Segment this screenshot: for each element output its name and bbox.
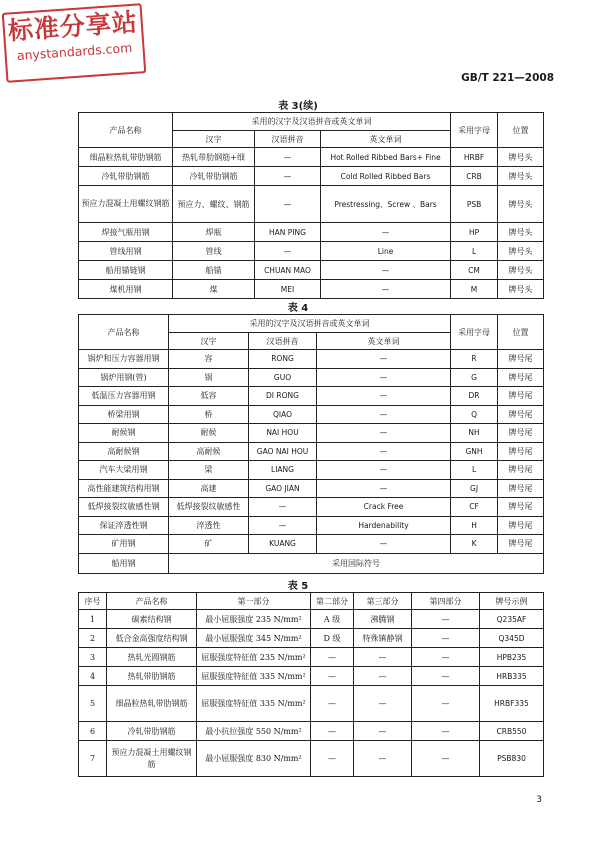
cell-position: 牌号尾 bbox=[498, 405, 544, 424]
cell-english: — bbox=[317, 387, 451, 406]
cell-pinyin: QIAO bbox=[249, 405, 317, 424]
cell-hanzi: 淬透性 bbox=[169, 516, 249, 535]
cell-letter: M bbox=[451, 280, 498, 299]
table-row bbox=[79, 387, 544, 406]
cell-part4: — bbox=[412, 629, 480, 648]
cell-english: Hardenability bbox=[317, 516, 451, 535]
cell-letter: HRBF bbox=[451, 148, 498, 167]
cell-pinyin: — bbox=[255, 242, 321, 261]
cell-pinyin: — bbox=[255, 186, 321, 223]
cell-pinyin: HAN PING bbox=[255, 223, 321, 242]
cell-pinyin: — bbox=[249, 498, 317, 517]
cell-part4: — bbox=[412, 741, 480, 777]
cell-hanzi: 耐候 bbox=[169, 424, 249, 443]
cell-product: 煤机用钢 bbox=[79, 280, 173, 299]
cell-example: HPB235 bbox=[480, 648, 544, 667]
table-row bbox=[79, 479, 544, 498]
cell-part1: 最小抗拉强度 550 N/mm² bbox=[197, 722, 311, 741]
cell-pinyin: — bbox=[255, 148, 321, 167]
table5-header-part2: 第二部分 bbox=[311, 593, 354, 610]
cell-part2: A 级 bbox=[311, 610, 354, 629]
cell-position: 牌号尾 bbox=[498, 479, 544, 498]
cell-part3: — bbox=[354, 741, 412, 777]
cell-position: 牌号头 bbox=[498, 280, 544, 299]
cell-hanzi: 低容 bbox=[169, 387, 249, 406]
cell-english: — bbox=[317, 368, 451, 387]
cell-position: 牌号头 bbox=[498, 148, 544, 167]
cell-example: Q235AF bbox=[480, 610, 544, 629]
cell-english: — bbox=[317, 535, 451, 554]
cell-pinyin: NAI HOU bbox=[249, 424, 317, 443]
cell-pinyin: — bbox=[255, 167, 321, 186]
cell-english: Crack Free bbox=[317, 498, 451, 517]
cell-pinyin: CHUAN MAO bbox=[255, 261, 321, 280]
cell-product: 矿用钢 bbox=[79, 535, 169, 554]
cell-product: 船用锚链钢 bbox=[79, 261, 173, 280]
cell-part2: — bbox=[311, 667, 354, 686]
cell-position: 牌号头 bbox=[498, 242, 544, 261]
table5-header-product: 产品名称 bbox=[107, 593, 197, 610]
table-row bbox=[79, 535, 544, 554]
table4-header-group: 采用的汉字及汉语拼音或英文单词 bbox=[169, 315, 451, 333]
cell-letter: HP bbox=[451, 223, 498, 242]
table4-header-product: 产品名称 bbox=[79, 315, 169, 350]
cell-pinyin: DI RONG bbox=[249, 387, 317, 406]
cell-product: 细晶粒热轧带肋钢筋 bbox=[79, 148, 173, 167]
cell-product: 锅炉和压力容器用钢 bbox=[79, 350, 169, 369]
cell-part3: — bbox=[354, 686, 412, 722]
cell-position: 牌号尾 bbox=[498, 368, 544, 387]
cell-position: 牌号头 bbox=[498, 186, 544, 223]
cell-product: 低合金高强度结构钢 bbox=[107, 629, 197, 648]
cell-part1: 最小屈服强度 345 N/mm² bbox=[197, 629, 311, 648]
table-row bbox=[79, 223, 544, 242]
cell-example: CRB550 bbox=[480, 722, 544, 741]
cell-english: — bbox=[317, 350, 451, 369]
page-number: 3 bbox=[536, 795, 542, 805]
cell-product: 预应力混凝土用螺纹钢筋 bbox=[79, 186, 173, 223]
cell-pinyin: LIANG bbox=[249, 461, 317, 480]
table5-header-part3: 第三部分 bbox=[354, 593, 412, 610]
cell-part1: 屈服强度特征值 335 N/mm² bbox=[197, 686, 311, 722]
cell-hanzi: 预应力、螺纹、钢筋 bbox=[173, 186, 255, 223]
cell-no: 7 bbox=[79, 741, 107, 777]
cell-product: 低焊接裂纹敏感性钢 bbox=[79, 498, 169, 517]
table3-caption: 表 3(续) bbox=[278, 101, 318, 112]
cell-hanzi: 管线 bbox=[173, 242, 255, 261]
cell-pinyin: KUANG bbox=[249, 535, 317, 554]
cell-english: Cold Rolled Ribbed Bars bbox=[321, 167, 451, 186]
cell-hanzi: 矿 bbox=[169, 535, 249, 554]
cell-letter: CRB bbox=[451, 167, 498, 186]
watermark-cn: 标准分享站 bbox=[6, 7, 139, 46]
cell-product: 高耐候钢 bbox=[79, 442, 169, 461]
table4-last-product: 船用钢 bbox=[79, 553, 169, 573]
cell-part2: D 级 bbox=[311, 629, 354, 648]
table-row bbox=[79, 648, 544, 667]
table-row bbox=[79, 167, 544, 186]
cell-no: 3 bbox=[79, 648, 107, 667]
cell-part2: — bbox=[311, 686, 354, 722]
cell-position: 牌号尾 bbox=[498, 516, 544, 535]
table4-header-english: 英文单词 bbox=[317, 333, 451, 350]
cell-letter: CF bbox=[451, 498, 498, 517]
table4-caption: 表 4 bbox=[287, 303, 309, 314]
cell-product: 高性能建筑结构用钢 bbox=[79, 479, 169, 498]
table5-header-part1: 第一部分 bbox=[197, 593, 311, 610]
cell-english: — bbox=[321, 223, 451, 242]
table-row bbox=[79, 442, 544, 461]
cell-example: HRBF335 bbox=[480, 686, 544, 722]
table3-header-group: 采用的汉字及汉语拼音或英文单词 bbox=[173, 113, 451, 131]
cell-letter: K bbox=[451, 535, 498, 554]
cell-part1: 最小屈服强度 235 N/mm² bbox=[197, 610, 311, 629]
cell-hanzi: 锅 bbox=[169, 368, 249, 387]
cell-english: — bbox=[317, 424, 451, 443]
cell-position: 牌号尾 bbox=[498, 387, 544, 406]
cell-english: — bbox=[321, 280, 451, 299]
cell-product: 碳素结构钢 bbox=[107, 610, 197, 629]
cell-product: 低温压力容器用钢 bbox=[79, 387, 169, 406]
cell-english: — bbox=[317, 479, 451, 498]
cell-english: — bbox=[317, 442, 451, 461]
cell-part3: — bbox=[354, 648, 412, 667]
cell-part2: — bbox=[311, 741, 354, 777]
cell-product: 耐候钢 bbox=[79, 424, 169, 443]
standard-number: GB/T 221—2008 bbox=[461, 72, 554, 84]
cell-pinyin: MEI bbox=[255, 280, 321, 299]
cell-position: 牌号尾 bbox=[498, 461, 544, 480]
cell-example: Q345D bbox=[480, 629, 544, 648]
cell-part4: — bbox=[412, 667, 480, 686]
cell-letter: CM bbox=[451, 261, 498, 280]
cell-pinyin: — bbox=[249, 516, 317, 535]
cell-product: 汽车大梁用钢 bbox=[79, 461, 169, 480]
cell-pinyin: GAO JIAN bbox=[249, 479, 317, 498]
cell-part4: — bbox=[412, 686, 480, 722]
table5-caption: 表 5 bbox=[287, 581, 309, 592]
cell-letter: H bbox=[451, 516, 498, 535]
cell-hanzi: 船锚 bbox=[173, 261, 255, 280]
cell-part4: — bbox=[412, 610, 480, 629]
watermark-en: anystandards.com bbox=[16, 39, 133, 63]
cell-letter: GJ bbox=[451, 479, 498, 498]
cell-no: 2 bbox=[79, 629, 107, 648]
table4-header-pinyin: 汉语拼音 bbox=[249, 333, 317, 350]
cell-hanzi: 低焊接裂纹敏感性 bbox=[169, 498, 249, 517]
table3-header-pinyin: 汉语拼音 bbox=[255, 131, 321, 148]
cell-part2: — bbox=[311, 648, 354, 667]
table3-header-hanzi: 汉字 bbox=[173, 131, 255, 148]
table-row bbox=[79, 516, 544, 535]
cell-position: 牌号尾 bbox=[498, 498, 544, 517]
cell-english: — bbox=[317, 461, 451, 480]
cell-position: 牌号尾 bbox=[498, 535, 544, 554]
cell-part3: 沸腾钢 bbox=[354, 610, 412, 629]
cell-letter: NH bbox=[451, 424, 498, 443]
table3-header-english: 英文单词 bbox=[321, 131, 451, 148]
cell-letter: Q bbox=[451, 405, 498, 424]
cell-position: 牌号尾 bbox=[498, 350, 544, 369]
cell-part3: — bbox=[354, 722, 412, 741]
cell-letter: PSB bbox=[451, 186, 498, 223]
table3-header-letter: 采用字母 bbox=[451, 113, 498, 148]
cell-letter: G bbox=[451, 368, 498, 387]
cell-no: 6 bbox=[79, 722, 107, 741]
cell-pinyin: GAO NAI HOU bbox=[249, 442, 317, 461]
table4-last-note: 采用国际符号 bbox=[169, 553, 544, 573]
cell-no: 1 bbox=[79, 610, 107, 629]
table-row bbox=[79, 186, 544, 223]
cell-hanzi: 梁 bbox=[169, 461, 249, 480]
cell-example: PSB830 bbox=[480, 741, 544, 777]
table4 bbox=[78, 314, 544, 574]
table-row bbox=[79, 686, 544, 722]
cell-part4: — bbox=[412, 722, 480, 741]
table-row bbox=[79, 610, 544, 629]
table-row bbox=[79, 629, 544, 648]
watermark-stamp bbox=[2, 3, 147, 83]
cell-hanzi: 桥 bbox=[169, 405, 249, 424]
cell-part3: 特殊镇静钢 bbox=[354, 629, 412, 648]
cell-product: 细晶粒热轧带肋钢筋 bbox=[107, 686, 197, 722]
table-row bbox=[79, 148, 544, 167]
cell-hanzi: 高耐候 bbox=[169, 442, 249, 461]
cell-letter: R bbox=[451, 350, 498, 369]
cell-hanzi: 热轧带肋钢筋+细 bbox=[173, 148, 255, 167]
cell-product: 冷轧带肋钢筋 bbox=[107, 722, 197, 741]
table-row bbox=[79, 242, 544, 261]
table3-header-position: 位置 bbox=[498, 113, 544, 148]
cell-letter: GNH bbox=[451, 442, 498, 461]
table-row bbox=[79, 261, 544, 280]
cell-pinyin: GUO bbox=[249, 368, 317, 387]
table-row bbox=[79, 368, 544, 387]
cell-position: 牌号头 bbox=[498, 261, 544, 280]
table4-header-letter: 采用字母 bbox=[451, 315, 498, 350]
cell-position: 牌号头 bbox=[498, 167, 544, 186]
cell-product: 保证淬透性钢 bbox=[79, 516, 169, 535]
cell-hanzi: 高建 bbox=[169, 479, 249, 498]
table5-header-part4: 第四部分 bbox=[412, 593, 480, 610]
table3 bbox=[78, 112, 544, 299]
cell-hanzi: 煤 bbox=[173, 280, 255, 299]
cell-english: — bbox=[321, 261, 451, 280]
cell-position: 牌号尾 bbox=[498, 442, 544, 461]
cell-pinyin: RONG bbox=[249, 350, 317, 369]
table-row bbox=[79, 405, 544, 424]
cell-product: 焊接气瓶用钢 bbox=[79, 223, 173, 242]
cell-part1: 屈服强度特征值 335 N/mm² bbox=[197, 667, 311, 686]
table5-header-no: 序号 bbox=[79, 593, 107, 610]
cell-hanzi: 冷轧带肋钢筋 bbox=[173, 167, 255, 186]
cell-english: — bbox=[317, 405, 451, 424]
cell-english: Line bbox=[321, 242, 451, 261]
cell-part3: — bbox=[354, 667, 412, 686]
cell-part1: 屈服强度特征值 235 N/mm² bbox=[197, 648, 311, 667]
cell-letter: L bbox=[451, 461, 498, 480]
table4-header-position: 位置 bbox=[498, 315, 544, 350]
table-row bbox=[79, 350, 544, 369]
table5 bbox=[78, 592, 544, 777]
cell-product: 冷轧带肋钢筋 bbox=[79, 167, 173, 186]
cell-product: 管线用钢 bbox=[79, 242, 173, 261]
table5-header-example: 牌号示例 bbox=[480, 593, 544, 610]
cell-product: 锅炉用钢(管) bbox=[79, 368, 169, 387]
table-row bbox=[79, 280, 544, 299]
cell-hanzi: 容 bbox=[169, 350, 249, 369]
cell-part1: 最小屈服强度 830 N/mm² bbox=[197, 741, 311, 777]
cell-part4: — bbox=[412, 648, 480, 667]
cell-part2: — bbox=[311, 722, 354, 741]
cell-position: 牌号尾 bbox=[498, 424, 544, 443]
cell-position: 牌号头 bbox=[498, 223, 544, 242]
cell-letter: L bbox=[451, 242, 498, 261]
table-row bbox=[79, 461, 544, 480]
cell-english: Hot Rolled Ribbed Bars+ Fine bbox=[321, 148, 451, 167]
cell-no: 4 bbox=[79, 667, 107, 686]
table-row bbox=[79, 498, 544, 517]
cell-product: 热轧光圆钢筋 bbox=[107, 648, 197, 667]
cell-example: HRB335 bbox=[480, 667, 544, 686]
table3-header-product: 产品名称 bbox=[79, 113, 173, 148]
cell-product: 桥梁用钢 bbox=[79, 405, 169, 424]
cell-product: 热轧带肋钢筋 bbox=[107, 667, 197, 686]
cell-english: Prestressing、Screw 、Bars bbox=[321, 186, 451, 223]
table4-header-hanzi: 汉字 bbox=[169, 333, 249, 350]
table-row bbox=[79, 424, 544, 443]
table-row bbox=[79, 667, 544, 686]
cell-letter: DR bbox=[451, 387, 498, 406]
cell-product: 预应力混凝土用螺纹钢筋 bbox=[107, 741, 197, 777]
table-row bbox=[79, 741, 544, 777]
table-row bbox=[79, 722, 544, 741]
cell-hanzi: 焊瓶 bbox=[173, 223, 255, 242]
cell-no: 5 bbox=[79, 686, 107, 722]
